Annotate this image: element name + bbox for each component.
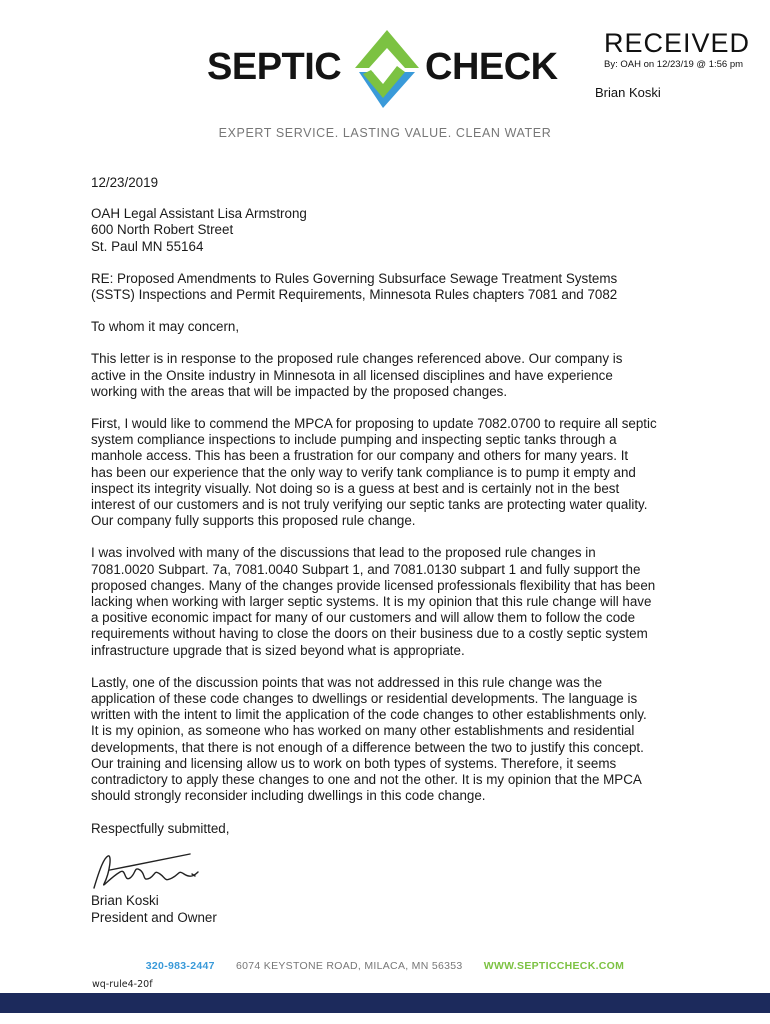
text-line: system compliance inspections to include pumping and inspecting septic tanks through a <box>91 432 617 448</box>
text-line: working with the areas that will be impacted by the proposed changes. <box>91 383 508 399</box>
logo-text-right: CHECK <box>425 46 558 88</box>
footer-bar <box>0 993 770 1013</box>
subject-line <box>91 271 691 303</box>
text-line: application of these code changes to dwellings or residential developments. The language is <box>91 691 638 707</box>
address-line: OAH Legal Assistant Lisa Armstrong <box>91 206 307 222</box>
salutation: To whom it may concern, <box>91 319 240 335</box>
letterhead-footer <box>0 960 770 972</box>
paragraph-3 <box>91 545 691 658</box>
address-line: 600 North Robert Street <box>91 222 234 238</box>
address-line: St. Paul MN 55164 <box>91 238 204 254</box>
text-line: a positive economic impact for many of our customers and will allow them to follow the code <box>91 610 636 626</box>
stamp-subtitle: By: OAH on 12/23/19 @ 1:56 pm <box>604 59 744 70</box>
signature-block <box>91 893 217 926</box>
stamp-name: Brian Koski <box>595 85 661 100</box>
text-line: interest of our customers and is not truly verifying our septic tanks are protecting water quality. <box>91 497 648 513</box>
text-line: developments, that there is not enough of a difference between the two to justify this concept. <box>91 739 644 755</box>
company-logo <box>205 28 565 110</box>
footer-phone: 320-983-2447 <box>145 960 215 972</box>
handwritten-signature <box>90 848 210 894</box>
paragraph-2 <box>91 416 691 529</box>
text-line: lacking when working with larger septic systems. It is my opinion that this rule change will have <box>91 594 652 610</box>
paragraph-1 <box>91 351 691 400</box>
text-line: infrastructure upgrade that is sized beyond what is appropriate. <box>91 642 465 658</box>
text-line: Lastly, one of the discussion points that was not addressed in this rule change was the <box>91 674 603 690</box>
text-line: proposed changes. Many of the changes provide licensed professionals flexibility that has been <box>91 577 656 593</box>
stamp-title: RECEIVED <box>604 28 751 58</box>
text-line: has been our experience that the only way to verify tank compliance is to pump it empty and <box>91 464 636 480</box>
text-line: should strongly reconsider including dwellings in this code change. <box>91 788 486 804</box>
paragraph-4 <box>91 675 691 805</box>
text-line: First, I would like to commend the MPCA for proposing to update 7082.0700 to require all septic <box>91 416 657 432</box>
subject-text: (SSTS) Inspections and Permit Requirements, Minnesota Rules chapters 7081 and 7082 <box>91 287 618 303</box>
text-line: active in the Onsite industry in Minnesota in all licensed disciplines and have experience <box>91 367 613 383</box>
footer-address: 6074 KEYSTONE ROAD, MILACA, MN 56353 <box>236 960 463 972</box>
letter-body <box>91 175 691 853</box>
text-line: inspect its integrity visually. Not doing so is a guess at best and is certainly not in the best <box>91 480 620 496</box>
text-line: Our training and licensing allow us to work on both types of systems. Therefore, it seems <box>91 755 617 771</box>
text-line: manhole access. This has been a frustration for our company and others for many years. It <box>91 448 629 464</box>
received-stamp <box>604 30 754 70</box>
closing: Respectfully submitted, <box>91 820 230 836</box>
logo-text-left: SEPTIC <box>207 46 342 88</box>
logo-diamond-mark <box>349 28 425 110</box>
text-line: written with the intent to limit the application of the code changes to other establishments only. <box>91 707 647 723</box>
text-line: requirements without having to close the doors on their business due to a costly septic system <box>91 626 648 642</box>
text-line: contradictory to apply these changes to one and not the other. It is my opinion that the MPCA <box>91 772 642 788</box>
subject-text: RE: Proposed Amendments to Rules Governing Subsurface Sewage Treatment Systems <box>91 270 618 286</box>
recipient-address <box>91 206 691 255</box>
text-line: Our company fully supports this proposed rule change. <box>91 513 416 529</box>
document-id: wq-rule4-20f <box>92 979 153 990</box>
letter-date: 12/23/2019 <box>91 175 159 190</box>
company-tagline: EXPERT SERVICE. LASTING VALUE. CLEAN WATER <box>218 126 552 140</box>
signer-name: Brian Koski <box>91 893 159 908</box>
signer-title: President and Owner <box>91 909 217 925</box>
text-line: 7081.0020 Subpart. 7a, 7081.0040 Subpart 1, and 7081.0130 subpart 1 and fully support the <box>91 561 641 577</box>
footer-website: WWW.SEPTICCHECK.COM <box>483 960 625 972</box>
text-line: I was involved with many of the discussions that lead to the proposed rule changes in <box>91 545 596 561</box>
text-line: This letter is in response to the proposed rule changes referenced above. Our company is <box>91 351 623 367</box>
text-line: It is my opinion, as someone who has worked on many other establishments and residential <box>91 723 635 739</box>
